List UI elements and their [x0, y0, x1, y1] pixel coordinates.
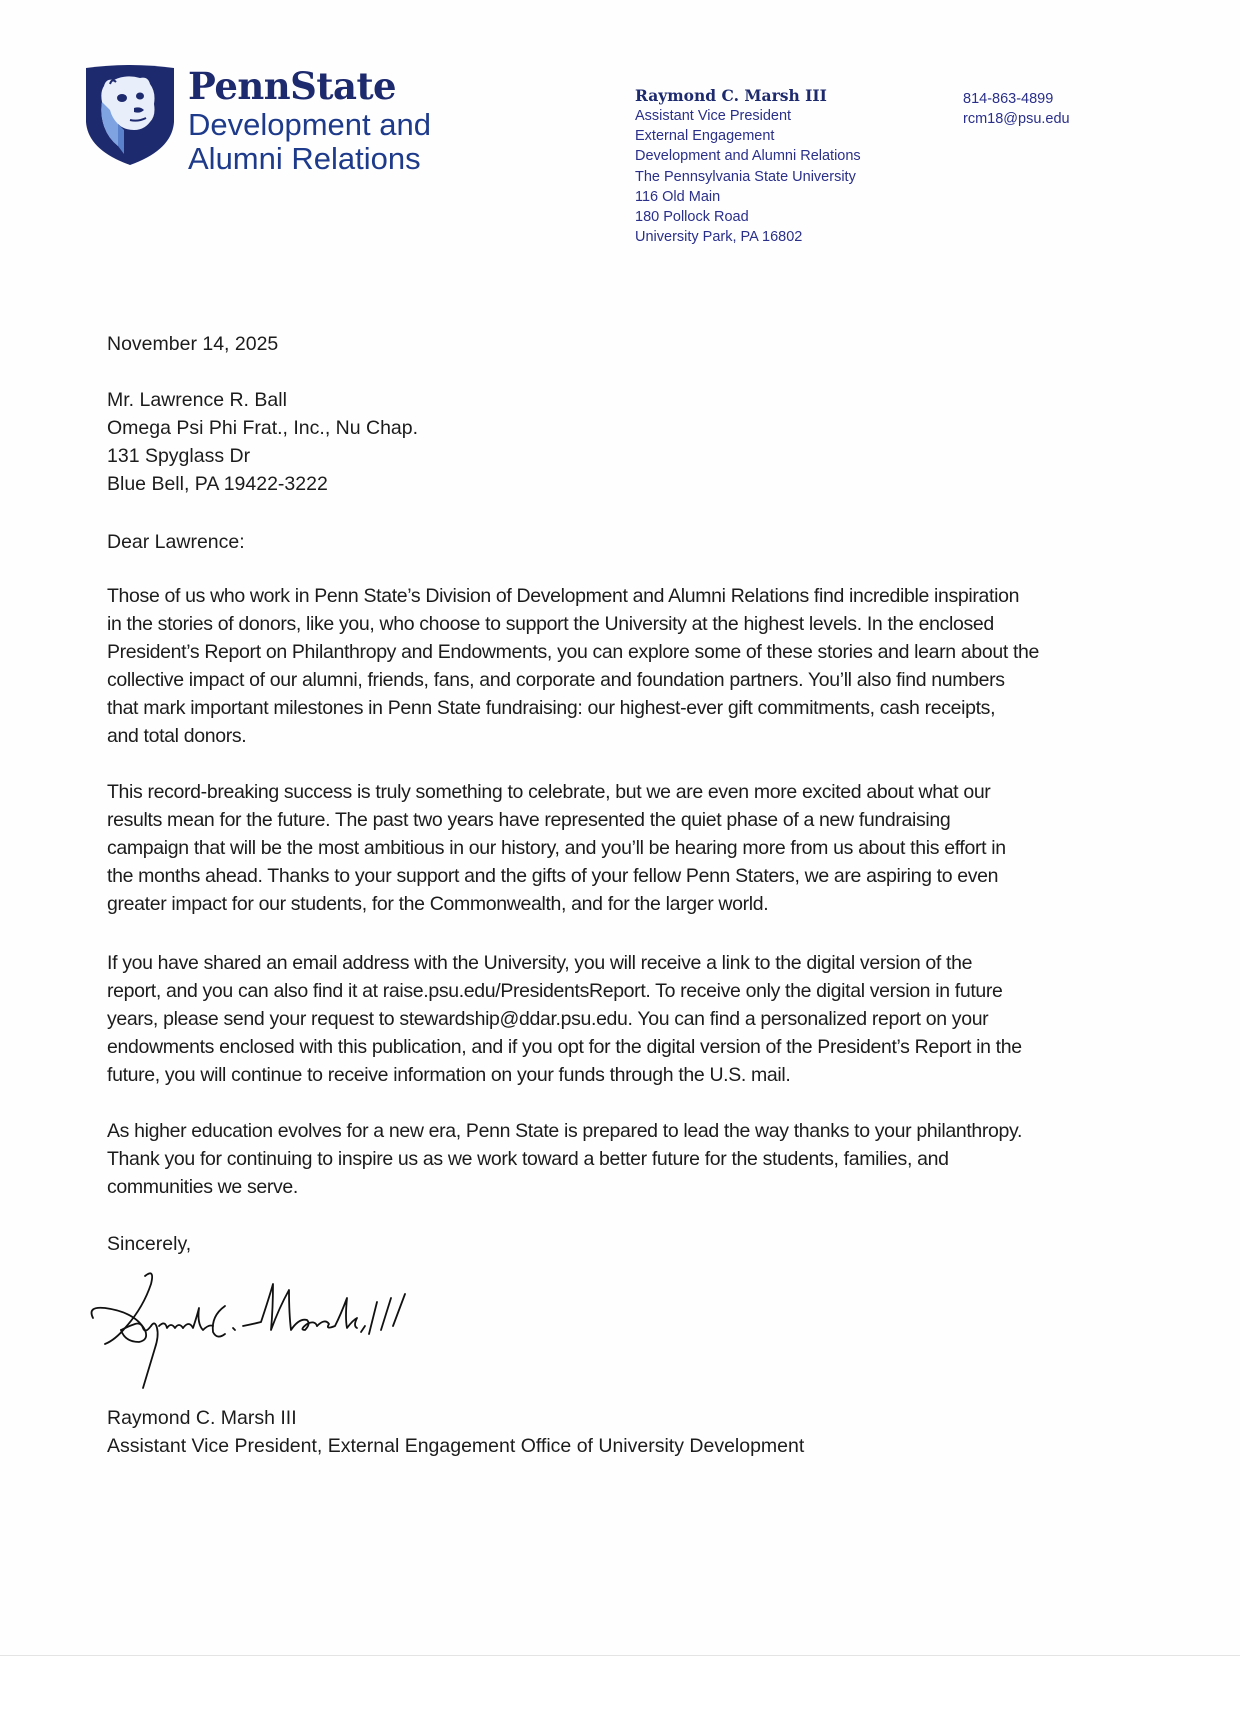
sender-line: The Pennsylvania State University	[635, 168, 856, 185]
sender-line: University Park, PA 16802	[635, 229, 803, 246]
closing: Sincerely,	[107, 1233, 192, 1255]
paragraph-line: Thank you for continuing to inspire us as we work toward a better future for the students, families, and	[107, 1148, 949, 1170]
signer-block	[107, 1404, 1147, 1460]
paragraph-line: endowments enclosed with this publication, and if you opt for the digital version of the President’s Report in the	[107, 1036, 1022, 1058]
letter-date: November 14, 2025	[107, 333, 279, 355]
recipient-address	[107, 386, 1147, 498]
sender-email: rcm18@psu.edu	[963, 111, 1070, 127]
recipient-line: Omega Psi Phi Frat., Inc., Nu Chap.	[107, 417, 419, 439]
sender-line: Assistant Vice President	[635, 108, 792, 124]
paragraph-3	[107, 949, 1147, 1089]
paragraph-line: communities we serve.	[107, 1176, 298, 1198]
recipient-line: Blue Bell, PA 19422-3222	[107, 473, 328, 495]
paragraph-line: in the stories of donors, like you, who choose to support the University at the highest levels. In the enclosed	[107, 613, 994, 635]
brand-sub-line-1: Development and	[188, 107, 431, 142]
paragraph-line: campaign that will be the most ambitious in our history, and you’ll be hearing more from us about this effort in	[107, 837, 1006, 859]
recipient-line: Mr. Lawrence R. Ball	[107, 389, 287, 411]
signer-name: Raymond C. Marsh III	[107, 1407, 297, 1429]
paragraph-line: greater impact for our students, for the Commonwealth, and for the larger world.	[107, 893, 769, 915]
salutation: Dear Lawrence:	[107, 531, 245, 553]
paragraph-line: that mark important milestones in Penn State fundraising: our highest-ever gift commitments, cash receipts,	[107, 697, 996, 719]
nittany-lion-shield-icon	[84, 64, 176, 166]
sender-phone: 814-863-4899	[963, 91, 1054, 107]
paragraph-line: collective impact of our alumni, friends, fans, and corporate and foundation partners. You’ll also find numbers	[107, 669, 1005, 691]
paragraph-2	[107, 778, 1147, 918]
paragraph-line: report, and you can also find it at raise.psu.edu/PresidentsReport. To receive only the digital version in future	[107, 980, 1003, 1002]
brand-sub-line-2: Alumni Relations	[188, 141, 421, 176]
paragraph-4	[107, 1117, 1147, 1201]
sender-phone-email	[963, 89, 1070, 129]
paragraph-line: If you have shared an email address with the University, you will receive a link to the digital version of the	[107, 952, 973, 974]
paragraph-1	[107, 582, 1147, 750]
recipient-line: 131 Spyglass Dr	[107, 445, 251, 467]
handwritten-signature-icon	[85, 1268, 585, 1408]
brand-wordmark	[188, 64, 431, 176]
paragraph-line: results mean for the future. The past two years have represented the quiet phase of a new fundraising	[107, 809, 951, 831]
signer-title: Assistant Vice President, External Engagement Office of University Development	[107, 1435, 805, 1457]
sender-line: External Engagement	[635, 128, 775, 145]
sender-line: Development and Alumni Relations	[635, 148, 861, 165]
paragraph-line: President’s Report on Philanthropy and Endowments, you can explore some of these stories and learn about the	[107, 641, 1040, 663]
sender-line: 180 Pollock Road	[635, 209, 749, 226]
brand-name: PennState	[188, 64, 397, 108]
sender-line: 116 Old Main	[635, 188, 721, 205]
paragraph-line: As higher education evolves for a new era, Penn State is prepared to lead the way thanks to your philanthropy.	[107, 1120, 1023, 1142]
paragraph-line: This record-breaking success is truly something to celebrate, but we are even more excited about what our	[107, 781, 991, 803]
paragraph-line: years, please send your request to stewardship@ddar.psu.edu. You can find a personalized report on your	[107, 1008, 989, 1030]
paragraph-line: and total donors.	[107, 725, 247, 747]
sender-name: Raymond C. Marsh III	[635, 86, 827, 105]
sender-contact-block	[635, 86, 861, 247]
paragraph-line: the months ahead. Thanks to your support and the gifts of your fellow Penn Staters, we are aspiring to even	[107, 865, 999, 887]
paragraph-line: Those of us who work in Penn State’s Division of Development and Alumni Relations find incredible inspiration	[107, 585, 1020, 607]
paragraph-line: future, you will continue to receive information on your funds through the U.S. mail.	[107, 1064, 791, 1086]
scan-bottom-edge	[0, 1655, 1240, 1722]
